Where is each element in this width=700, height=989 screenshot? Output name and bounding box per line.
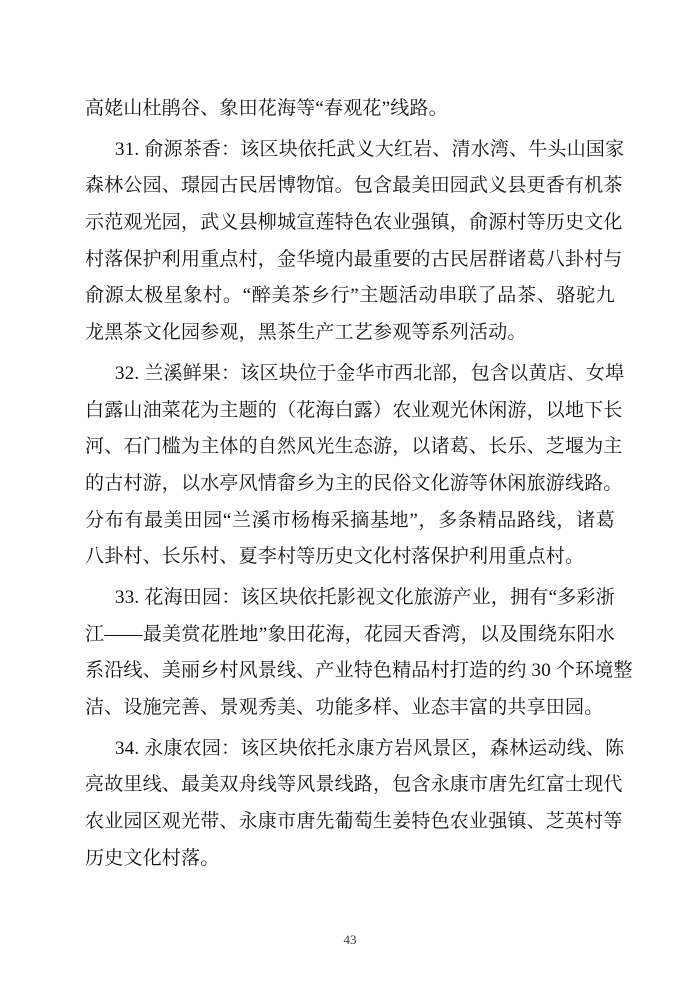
text-line: 32. 兰溪鲜果：该区块位于金华市西北部，包含以黄店、女埠 (115, 362, 625, 384)
paragraph-31-yuyuan-chaxiang (85, 132, 625, 352)
text-line: 八卦村、长乐村、夏李村等历史文化村落保护利用重点村。 (85, 546, 585, 568)
text-line: 34. 永康农园：该区块依托永康方岩风景区，森林运动线、陈 (115, 737, 625, 759)
text-line: 洁、设施完善、景观秀美、功能多样、业态丰富的共享田园。 (85, 697, 604, 718)
paragraph-32-lanxi-xianguo (85, 356, 625, 576)
text-line: 亮故里线、最美双舟线等风景线路，包含永康市唐先红富士现代 (85, 774, 623, 796)
text-line: 33. 花海田园：该区块依托影视文化旅游产业，拥有“多彩浙 (115, 586, 615, 608)
paragraph-continuation (85, 91, 615, 128)
text-line: 龙黑茶文化园参观，黑茶生产工艺参观等系列活动。 (85, 322, 527, 344)
paragraph-34-yongkang-nongyuan (85, 731, 625, 878)
text-line: 历史文化村落。 (85, 847, 220, 869)
page-number: 43 (343, 932, 357, 947)
text-line: 农业园区观光带、永康市唐先葡萄生姜特色农业强镇、芝英村等 (85, 811, 623, 833)
text-line: 系沿线、美丽乡村风景线、产业特色精品村打造的约 30 个环境整 (85, 660, 633, 682)
text-line: 俞源太极星象村。“醉美茶乡行”主题活动串联了品茶、骆驼九 (85, 285, 615, 307)
text-line: 高姥山杜鹃谷、象田花海等“春观花”线路。 (85, 98, 448, 119)
text-line: 分布有最美田园“兰溪市杨梅采摘基地”，多条精品路线，诸葛 (85, 509, 615, 531)
paragraph-33-huahai-tianyuan (85, 580, 633, 727)
text-line: 河、石门槛为主体的自然风光生态游，以诸葛、长乐、芝堰为主 (85, 436, 623, 458)
text-line: 白露山油菜花为主题的（花海白露）农业观光休闲游，以地下长 (85, 399, 623, 421)
text-line: 江——最美赏花胜地”象田花海，花园天香湾，以及围绕东阳水 (85, 623, 615, 645)
page-footer (0, 930, 700, 950)
text-line: 森林公园、璟园古民居博物馆。包含最美田园武义县更香有机茶 (85, 175, 623, 197)
text-line: 31. 俞源茶香：该区块依托武义大红岩、清水湾、牛头山国家 (115, 138, 625, 160)
text-line: 示范观光园，武义县柳城宣莲特色农业强镇，俞源村等历史文化 (85, 212, 623, 234)
document-body (85, 91, 633, 877)
text-line: 的古村游，以水亭风情畲乡为主的民俗文化游等休闲旅游线路。 (85, 472, 623, 494)
text-line: 村落保护利用重点村，金华境内最重要的古民居群诸葛八卦村与 (85, 248, 623, 270)
